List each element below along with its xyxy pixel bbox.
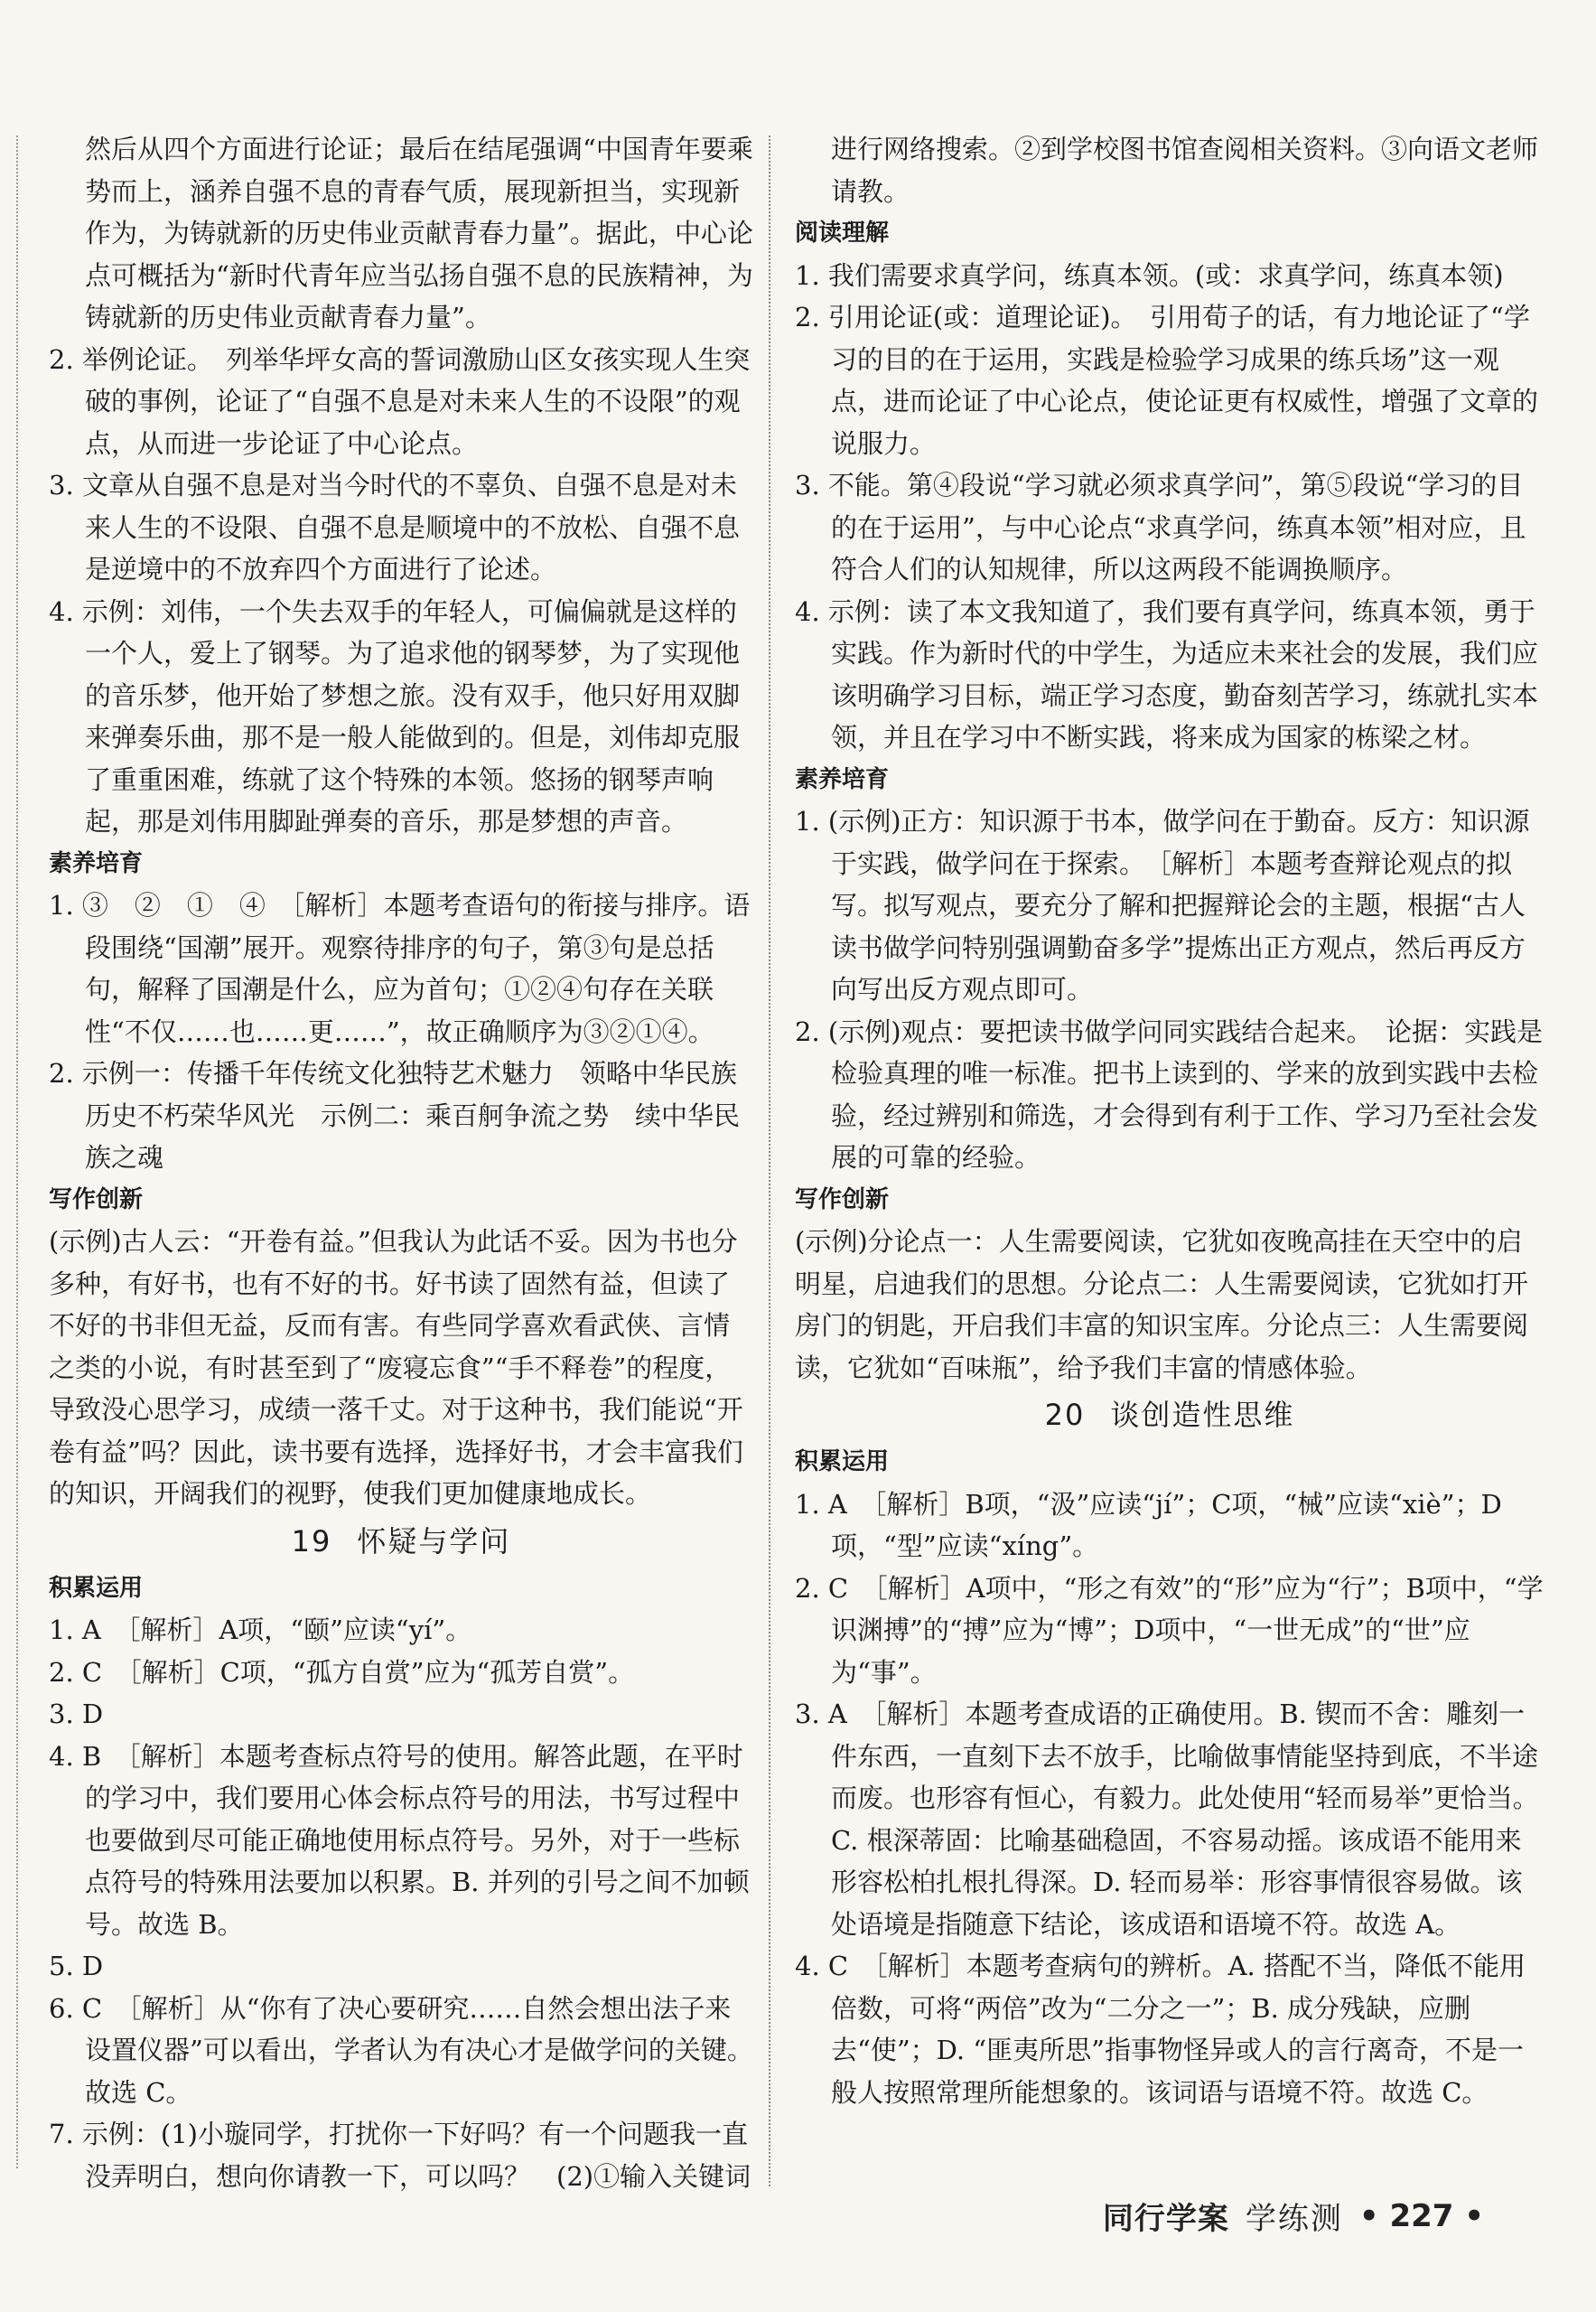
answer-item: 4. C ［解析］本题考查病句的辨析。A. 搭配不当，降低不能用倍数，可将“两倍”改为“二分之一”；B. 成分残缺，应删去“使”；D. “匪夷所思”指事物怪异或人的言行离奇，不是一般人按照常理所能想象的。该词语与语境不符。故选 C。 — [795, 1951, 1526, 2108]
answer-item: 1. (示例)正方：知识源于书本，做学问在于勤奋。反方：知识源于实践，做学问在于探索。 ［解析］本题考查辩论观点的拟写。拟写观点，要充分了解和把握辩论会的主题，根据“古人读书做学问特别强调勤奋多学”提炼出正方观点，然后再反方向写出反方观点即可。 — [795, 806, 1530, 1005]
section-heading: 素养培育 — [49, 849, 144, 877]
answer-item: 4. B ［解析］本题考查标点符号的使用。解答此题，在平时的学习中，我们要用心体会标点符号的用法，书写过程中也要做到尽可能正确地使用标点符号。另外，对于一些标点符号的特殊用法要加以积累。B. 并列的引号之间不加顿号。故选 B。 — [49, 1740, 750, 1940]
section-heading: 素养培育 — [795, 765, 890, 793]
section-heading: 积累运用 — [795, 1448, 890, 1475]
lesson-number: 19 — [291, 1523, 332, 1558]
column-divider — [769, 136, 770, 2186]
answer-item: 2. 举例论证。 列举华坪女高的誓词激励山区女孩实现人生突破的事例，论证了“自强不息是对未来人生的不设限”的观点，从而进一步论证了中心论点。 — [49, 343, 751, 459]
answer-item: 2. C ［解析］C项，“孤方自赏”应为“孤芳自赏”。 — [49, 1656, 635, 1688]
lesson-title — [795, 1389, 1545, 1441]
lesson-title — [49, 1515, 753, 1568]
footer-subtitle: 学练测 — [1245, 2201, 1343, 2237]
answer-item: 1. ③ ② ① ④ ［解析］本题考查语句的衔接与排序。语段围绕“国潮”展开。观察待排序的句子，第③句是总括句，解释了国潮是什么，应为首句；①②④句存在关联性“不仅……也……更……”，故正确顺序为③②①④。 — [49, 890, 751, 1047]
answer-item: 2. (示例)观点：要把读书做学问同实践结合起来。 论据：实践是检验真理的唯一标准。把书上读到的、学来的放到实践中去检验，经过辨别和筛选，才会得到有利于工作、学习乃至社会发展的可靠的经验。 — [795, 1016, 1544, 1173]
answer-item: 2. C ［解析］A项中，“形之有效”的“形”应为“行”；B项中，“学识渊搏”的“搏”应为“博”；D项中，“一世无成”的“世”应为“事”。 — [795, 1572, 1544, 1688]
binding-edge-dots — [16, 136, 18, 2168]
answer-item: 7. 示例：(1)小璇同学，打扰你一下好吗？有一个问题我一直没弄明白，想向你请教一下，可以吗？ (2)①输入关键词 — [49, 2119, 751, 2192]
answer-text: 然后从四个方面进行论证；最后在结尾强调“中国青年要乘势而上，涵养自强不息的青春气质，展现新担当，实现新作为，为铸就新的历史伟业贡献青春力量”。据此，中心论点可概括为“新时代青年应当弘扬自强不息的民族精神，为铸就新的历史伟业贡献青春力量”。 — [85, 134, 753, 332]
page-number: • 227 • — [1358, 2197, 1484, 2234]
answer-item: 1. 我们需要求真学问，练真本领。(或：求真学问，练真本领) — [795, 259, 1504, 291]
answer-item: 5. D — [49, 1951, 104, 1981]
writing-sample: (示例)古人云：“开卷有益。”但我认为此话不妥。因为书也分多种，有好书，也有不好的书。好书读了固然有益，但读了不好的书非但无益，反而有害。有些同学喜欢看武侠、言情之类的小说，有时甚至到了“废寝忘食”“手不释卷”的程度，导致没心思学习，成绩一落千丈。对于这种书，我们能说“开卷有益”吗？因此，读书要有选择，选择好书，才会丰富我们的知识，开阔我们的视野，使我们更加健康地成长。 — [49, 1226, 743, 1509]
answer-item: 1. A ［解析］A项，“颐”应读“yí”。 — [49, 1615, 472, 1645]
writing-sample: (示例)分论点一：人生需要阅读，它犹如夜晚高挂在天空中的启明星，启迪我们的思想。分论点二：人生需要阅读，它犹如打开房门的钥匙，开启我们丰富的知识宝库。分论点三：人生需要阅读，它犹如“百味瓶”，给予我们丰富的情感体验。 — [795, 1226, 1529, 1383]
answer-item: 3. D — [49, 1699, 104, 1729]
right-column — [795, 128, 1545, 2113]
page-footer — [1103, 2194, 1484, 2238]
answer-item: 3. A ［解析］本题考查成语的正确使用。B. 锲而不舍：雕刻一件东西，一直刻下去不放手，比喻做事情能坚持到底，不半途而废。也形容有恒心，有毅力。此处使用“轻而易举”更恰当。C. 根深蒂固：比喻基础稳固，不容易动摇。该成语不能用来形容松柏扎根扎得深。D. 轻而易举：形容事情很容易做。该处语境是指随意下结论，该成语和语境不符。故选 A。 — [795, 1699, 1539, 1940]
footer-brand: 同行学案 — [1102, 2201, 1229, 2237]
section-heading: 写作创新 — [49, 1185, 144, 1213]
answer-item: 6. C ［解析］从“你有了决心要研究……自然会想出法子来设置仪器”可以看出，学者认为有决心才是做学问的关键。故选 C。 — [49, 1992, 753, 2108]
answer-item: 3. 文章从自强不息是对当今时代的不辜负、自强不息是对未来人生的不设限、自强不息是顺境中的不放松、自强不息是逆境中的不放弃四个方面进行了论述。 — [49, 470, 741, 585]
lesson-name: 怀疑与学问 — [357, 1523, 511, 1558]
lesson-name: 谈创造性思维 — [1110, 1398, 1295, 1432]
section-heading: 写作创新 — [795, 1185, 890, 1213]
left-column — [49, 128, 753, 2197]
answer-text: 进行网络搜索。②到学校图书馆查阅相关资料。③向语文老师请教。 — [831, 134, 1539, 207]
section-heading: 阅读理解 — [795, 220, 890, 247]
answer-item: 4. 示例：刘伟，一个失去双手的年轻人，可偏偏就是这样的一个人，爱上了钢琴。为了追求他的钢琴梦，为了实现他的音乐梦，他开始了梦想之旅。没有双手，他只好用双脚来弹奏乐曲，那不是一般人能做到的。但是，刘伟却克服了重重困难，练就了这个特殊的本领。悠扬的钢琴声响起，那是刘伟用脚趾弹奏的音乐，那是梦想的声音。 — [49, 595, 741, 837]
section-heading: 积累运用 — [49, 1574, 144, 1602]
lesson-number: 20 — [1044, 1398, 1086, 1432]
answer-item: 1. A ［解析］B项，“汲”应读“jí”；C项，“械”应读“xiè”；D项，“型”应读“xíng”。 — [795, 1488, 1502, 1561]
answer-item: 2. 引用论证(或：道理论证)。 引用荀子的话，有力地论证了“学习的目的在于运用，实践是检验学习成果的练兵场”这一观点，进而论证了中心论点，使论证更有权威性，增强了文章的说服力。 — [795, 302, 1539, 459]
answer-item: 3. 不能。第④段说“学习就必须求真学问”，第⑤段说“学习的目的在于运用”，与中心论点“求真学问，练真本领”相对应，且符合人们的认知规律，所以这两段不能调换顺序。 — [795, 470, 1526, 585]
answer-item: 4. 示例：读了本文我知道了，我们要有真学问，练真本领，勇于实践。作为新时代的中学生，为适应未来社会的发展，我们应该明确学习目标，端正学习态度，勤奋刻苦学习，练就扎实本领，并且在学习中不断实践，将来成为国家的栋梁之材。 — [795, 595, 1539, 753]
answer-item: 2. 示例一：传播千年传统文化独特艺术魅力 领略中华民族历史不朽荣华风光 示例二：乘百舸争流之势 续中华民族之魂 — [49, 1058, 741, 1173]
